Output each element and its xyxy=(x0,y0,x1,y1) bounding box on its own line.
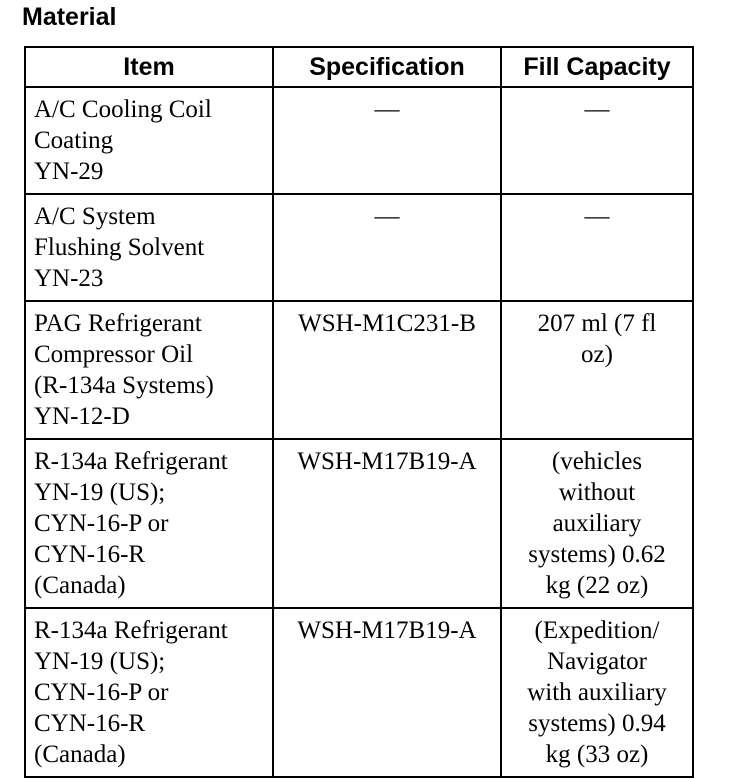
fill-capacity-text: — xyxy=(584,96,610,123)
fill-capacity-text: (vehicles without auxiliary systems) 0.62 kg (22 oz) xyxy=(528,448,666,599)
table-row xyxy=(25,301,693,439)
item-cell xyxy=(25,608,273,777)
specification-cell xyxy=(273,608,501,777)
column-header-fill-capacity: Fill Capacity xyxy=(501,47,693,87)
section-title: Material xyxy=(22,3,117,31)
table-body xyxy=(25,87,693,777)
item-cell xyxy=(25,439,273,608)
item-cell xyxy=(25,194,273,301)
header-row xyxy=(25,47,693,87)
table-row xyxy=(25,194,693,301)
specification-cell xyxy=(273,87,501,194)
specification-text: — xyxy=(374,203,400,230)
column-header-specification: Specification xyxy=(273,47,501,87)
item-cell xyxy=(25,87,273,194)
item-text: A/C Cooling Coil Coating YN-29 xyxy=(34,96,212,185)
specification-text: — xyxy=(374,96,400,123)
fill-capacity-cell xyxy=(501,301,693,439)
item-text: R-134a Refrigerant YN-19 (US); CYN-16-P or CYN-16-R (Canada) xyxy=(34,448,228,599)
fill-capacity-cell xyxy=(501,194,693,301)
specification-cell xyxy=(273,301,501,439)
material-table xyxy=(24,46,694,778)
specification-cell xyxy=(273,439,501,608)
specification-text: WSH-M17B19-A xyxy=(297,448,477,475)
specification-text: WSH-M1C231-B xyxy=(298,310,476,337)
table-row xyxy=(25,439,693,608)
fill-capacity-text: — xyxy=(584,203,610,230)
item-text: A/C System Flushing Solvent YN-23 xyxy=(34,203,205,292)
specification-cell xyxy=(273,194,501,301)
fill-capacity-text: 207 ml (7 fl oz) xyxy=(537,310,657,368)
item-text: PAG Refrigerant Compressor Oil (R-134a Systems) YN-12-D xyxy=(34,310,214,430)
specification-text: WSH-M17B19-A xyxy=(297,617,477,644)
fill-capacity-cell xyxy=(501,87,693,194)
fill-capacity-cell xyxy=(501,439,693,608)
fill-capacity-cell xyxy=(501,608,693,777)
column-header-item: Item xyxy=(25,47,273,87)
item-text: R-134a Refrigerant YN-19 (US); CYN-16-P or CYN-16-R (Canada) xyxy=(34,617,228,768)
fill-capacity-text: (Expedition/ Navigator with auxiliary systems) 0.94 kg (33 oz) xyxy=(527,617,667,768)
table-header xyxy=(25,47,693,87)
item-cell xyxy=(25,301,273,439)
table-row xyxy=(25,608,693,777)
table-row xyxy=(25,87,693,194)
